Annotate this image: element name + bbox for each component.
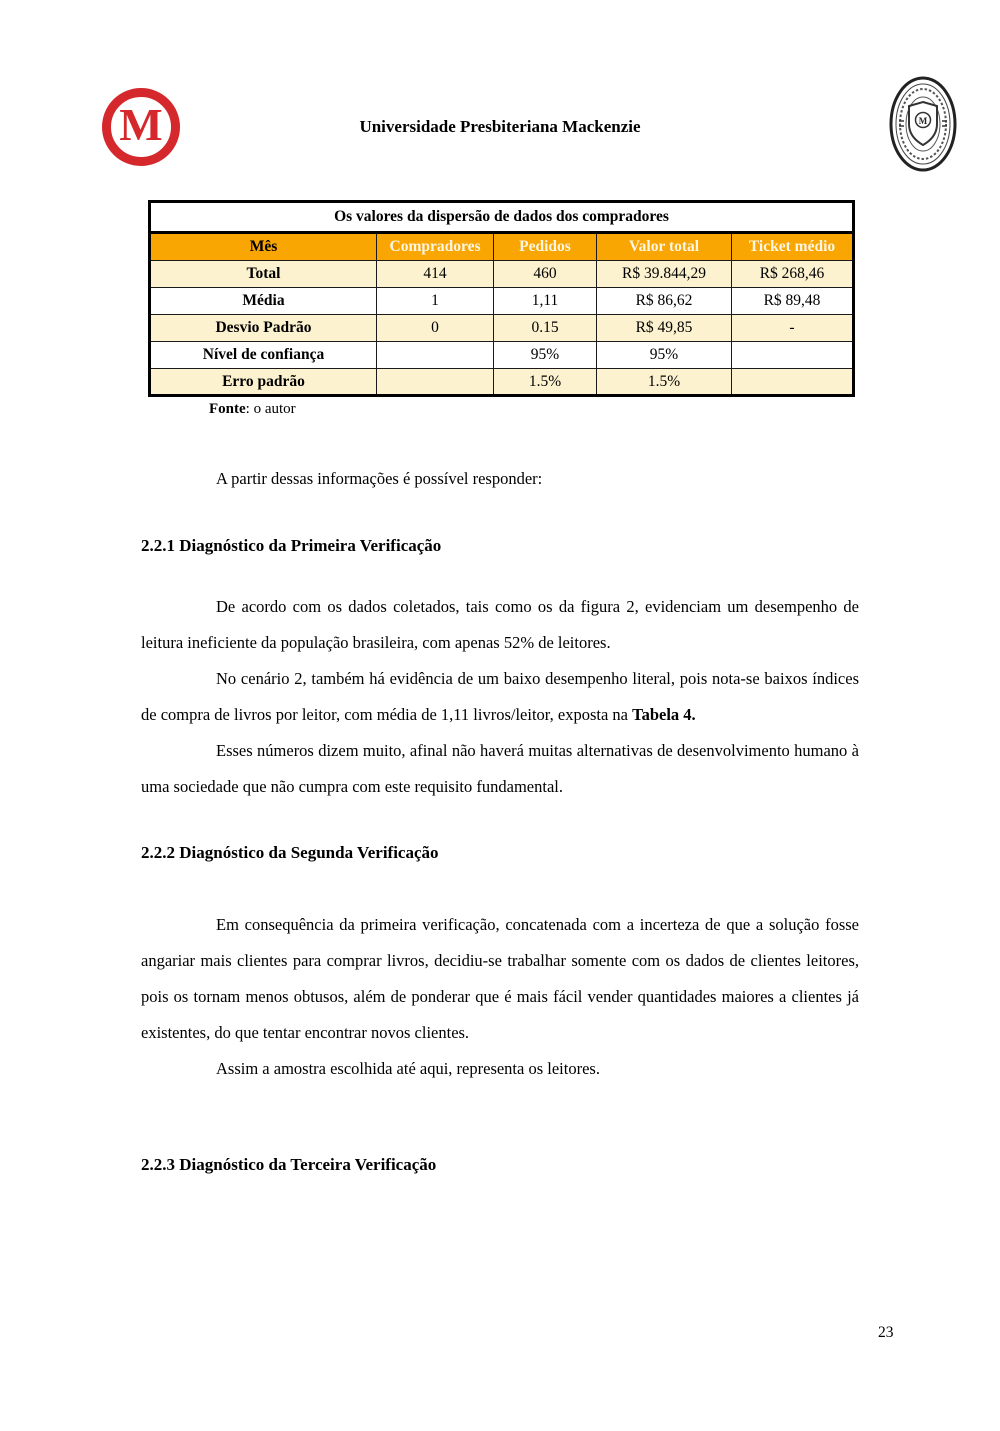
table-header-row <box>150 233 854 261</box>
cell-compradores: 414 <box>377 261 494 288</box>
cell-ticket-medio <box>732 342 854 369</box>
column-header-valor-total: Valor total <box>597 233 732 261</box>
cell-ticket-medio: R$ 89,48 <box>732 288 854 315</box>
dispersion-table <box>148 200 855 397</box>
source-label: Fonte <box>209 401 246 417</box>
row-label: Nível de confiança <box>150 342 377 369</box>
cell-compradores: 0 <box>377 315 494 342</box>
table-row <box>150 315 854 342</box>
paragraph-text: No cenário 2, também há evidência de um baixo desempenho literal, pois nota-se baixos índices de compra de livros por leitor, com média de 1,11 livros/leitor, exposta na <box>141 669 859 724</box>
cell-pedidos: 1,11 <box>494 288 597 315</box>
cell-valor-total: 1.5% <box>597 369 732 396</box>
column-header-compradores: Compradores <box>377 233 494 261</box>
content-column <box>141 200 859 1177</box>
table-row <box>150 369 854 396</box>
section-heading-2-2-1: 2.2.1 Diagnóstico da Primeira Verificação <box>141 536 442 555</box>
cell-pedidos: 95% <box>494 342 597 369</box>
column-header-mes: Mês <box>150 233 377 261</box>
cell-valor-total: R$ 49,85 <box>597 315 732 342</box>
cell-compradores <box>377 342 494 369</box>
row-label: Média <box>150 288 377 315</box>
table-row <box>150 288 854 315</box>
table-row <box>150 261 854 288</box>
section-heading-2-2-2: 2.2.2 Diagnóstico da Segunda Verificação <box>141 843 439 862</box>
row-label: Total <box>150 261 377 288</box>
section-2-2-2-body <box>141 907 859 1087</box>
column-header-pedidos: Pedidos <box>494 233 597 261</box>
column-header-ticket-medio: Ticket médio <box>732 233 854 261</box>
row-label: Desvio Padrão <box>150 315 377 342</box>
paragraph <box>141 661 859 733</box>
cell-compradores: 1 <box>377 288 494 315</box>
cell-valor-total: R$ 86,62 <box>597 288 732 315</box>
logo-letter: M <box>119 99 163 150</box>
cell-compradores <box>377 369 494 396</box>
table-source <box>209 401 859 418</box>
cell-pedidos: 460 <box>494 261 597 288</box>
section-2-2-1-body <box>141 589 859 805</box>
source-text: : o autor <box>245 401 296 417</box>
intro-paragraph: A partir dessas informações é possível responder: <box>216 469 543 488</box>
cell-ticket-medio: - <box>732 315 854 342</box>
paragraph: Esses números dizem muito, afinal não haverá muitas alternativas de desenvolvimento humano à uma sociedade que não cumpra com este requisito fundamental. <box>141 741 859 796</box>
paragraph: Assim a amostra escolhida até aqui, representa os leitores. <box>216 1059 600 1078</box>
table-row <box>150 342 854 369</box>
section-heading-2-2-3: 2.2.3 Diagnóstico da Terceira Verificação <box>141 1155 437 1174</box>
page-title: Universidade Presbiteriana Mackenzie <box>359 117 641 136</box>
seal-letter: M <box>918 116 928 126</box>
table-title: Os valores da dispersão de dados dos compradores <box>150 202 854 233</box>
cell-ticket-medio: R$ 268,46 <box>732 261 854 288</box>
page-number: 23 <box>878 1324 894 1341</box>
paragraph: Em consequência da primeira verificação, concatenada com a incerteza de que a solução fosse angariar mais clientes para comprar livros, decidiu-se trabalhar somente com os dados de clientes leitores, pois os tornam menos obtusos, além de ponderar que é mais fácil vender quantidades maiores a clientes já existentes, do que tentar encontrar novos clientes. <box>141 915 859 1042</box>
cell-valor-total: 95% <box>597 342 732 369</box>
cell-pedidos: 1.5% <box>494 369 597 396</box>
cell-pedidos: 0.15 <box>494 315 597 342</box>
cell-valor-total: R$ 39.844,29 <box>597 261 732 288</box>
university-seal-icon <box>888 74 958 174</box>
row-label: Erro padrão <box>150 369 377 396</box>
tabela-4-reference: Tabela 4. <box>632 705 696 724</box>
cell-ticket-medio <box>732 369 854 396</box>
paragraph: De acordo com os dados coletados, tais como os da figura 2, evidenciam um desempenho de leitura ineficiente da população brasileira, com apenas 52% de leitores. <box>141 597 859 652</box>
